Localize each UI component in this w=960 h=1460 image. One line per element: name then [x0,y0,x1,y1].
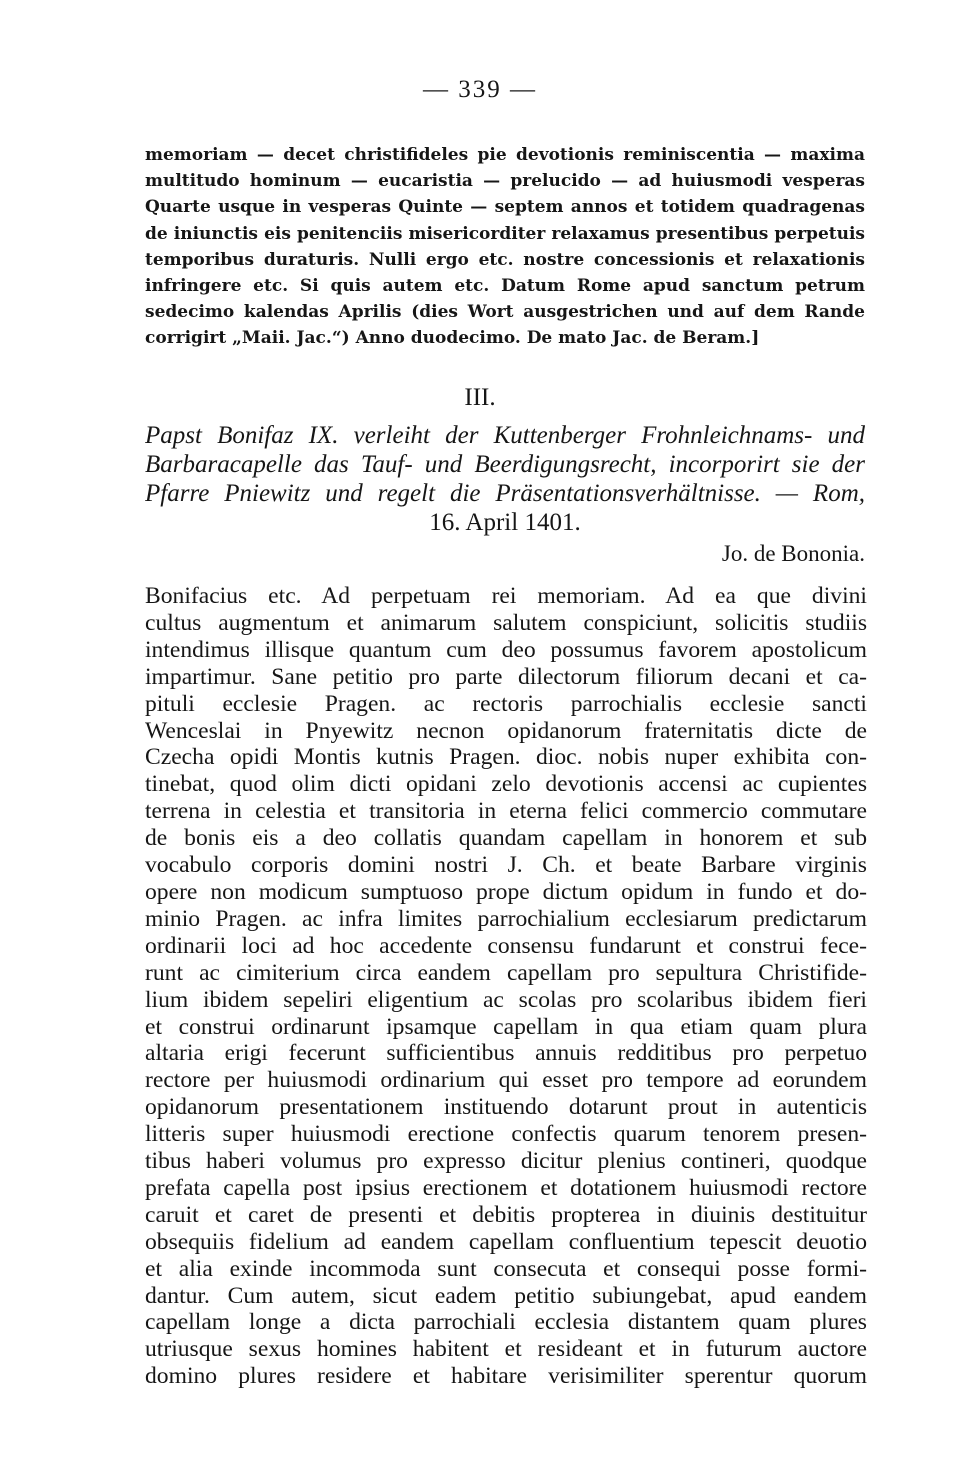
text-line: tinebat, quod olim dicti opidani zelo devotionis accensi ac cupientes [145,771,867,798]
text-line: pituli ecclesie Pragen. ac rectoris parrochialis ecclesie sancti [145,690,867,717]
text-line: multitudo hominum — eucaristia — prelucido — ad huiusmodi vesperas [145,171,865,192]
text-line: opidanorum presentationem instituendo dotarunt prout in autenticis [145,1094,867,1121]
text-line: caruit et caret de presenti et debitis propterea in diuinis destituitur [145,1201,867,1228]
text-line: rectore per huiusmodi ordinarium qui esset pro tempore ad eorundem [145,1067,867,1094]
text-line: ordinarii loci ad hoc accedente consensu fundarunt et construi fece- [145,932,867,959]
text-line: corrigirt „Maii. Jac.“) Anno duodecimo. De mato Jac. de Beram.] [145,328,760,349]
text-line: minio Pragen. ac infra limites parrochialium ecclesiarum predictarum [145,905,867,932]
text-line: cultus augmentum et animarum salutem conspiciunt, solicitis studiis [145,609,867,636]
text-line: de bonis eis a deo collatis quandam capellam in honorem et sub [145,825,867,852]
text-line: runt ac cimiterium circa eandem capellam pro sepultura Christifide- [145,959,867,986]
text-line: opere non modicum sumptuoso prope dictum opidum in fundo et do- [145,878,867,905]
section-number: III. [464,384,496,411]
signature: Jo. de Bononia. [721,541,865,566]
page-number: — 339 — [423,76,537,103]
heading-line: Barbaracapelle das Tauf- und Beerdigungsrecht, incorporirt sie der [145,451,865,478]
text-line: Wenceslai in Pnyewitz necnon opidanorum fraternitatis dicte de [145,717,867,744]
text-line: vocabulo corporis domini nostri J. Ch. et beate Barbare virginis [145,852,867,879]
text-line: et alia exinde incommoda sunt consecuta et consequi posse formi- [145,1255,867,1282]
text-line: domino plures residere et habitare verisimiliter sperentur quorum [145,1363,867,1390]
text-line: Czecha opidi Montis kutnis Pragen. dioc. nobis nuper exhibita con- [145,744,867,771]
text-line: sedecimo kalendas Aprilis (dies Wort ausgestrichen und auf dem Rande [145,302,865,323]
text-line: tibus haberi volumus pro expresso dicitur plenius contineri, quodque [145,1148,867,1175]
text-line: prefata capella post ipsius erectionem et dotationem huiusmodi rectore [145,1174,867,1201]
text-line: utriusque sexus homines habitent et resideant et in futurum auctore [145,1336,867,1363]
text-line: capellam longe a dicta parrochiali ecclesia distantem quam plures [145,1309,867,1336]
text-line: intendimus illisque quantum cum deo possumus favorem apostolicum [145,636,867,663]
text-line: temporibus duraturis. Nulli ergo etc. nostre concessionis et relaxationis [145,249,865,270]
text-line: Bonifacius etc. Ad perpetuam rei memoriam. Ad ea que divini [145,583,867,609]
text-line: memoriam — decet christifideles pie devotionis reminiscentia — maxima [145,145,865,165]
heading-date: 16. April 1401. [429,509,581,536]
text-line: terrena in celestia et transitoria in eterna felici commercio commutare [145,798,867,825]
text-line: de iniunctis eis penitenciis misericorditer relaxamus presentibus perpetuis [145,223,865,244]
text-line: impartimur. Sane petitio pro parte dilectorum filiorum decani et ca- [145,663,867,690]
text-line: infringere etc. Si quis autem etc. Datum Rome apud sanctum petrum [145,276,865,297]
preceding-document-text [145,142,865,352]
heading-line: Pfarre Pniewitz und regelt die Präsentationsverhältnisse. — Rom, [145,480,865,507]
document-heading [145,421,865,537]
text-line: et construi ordinarunt ipsamque capellam in qua etiam quam plura [145,1013,867,1040]
text-line: lium ibidem sepeliri eligentium ac scolas pro scolaribus ibidem fieri [145,986,867,1013]
text-line: obsequiis fidelium ad eandem capellam confluentium tepescit deuotio [145,1228,867,1255]
text-line: dantur. Cum autem, sicut eadem petitio subiungebat, apud eandem [145,1282,867,1309]
text-line: Quarte usque in vesperas Quinte — septem annos et totidem quadragenas [145,197,865,218]
text-line: altaria erigi fecerunt sufficientibus annuis redditibus pro perpetuo [145,1040,867,1067]
text-line: litteris super huiusmodi erectione confectis quarum tenorem presen- [145,1121,867,1148]
heading-line: Papst Bonifaz IX. verleiht der Kuttenberger Frohnleichnams- und [145,422,865,449]
body-text [145,583,867,1390]
